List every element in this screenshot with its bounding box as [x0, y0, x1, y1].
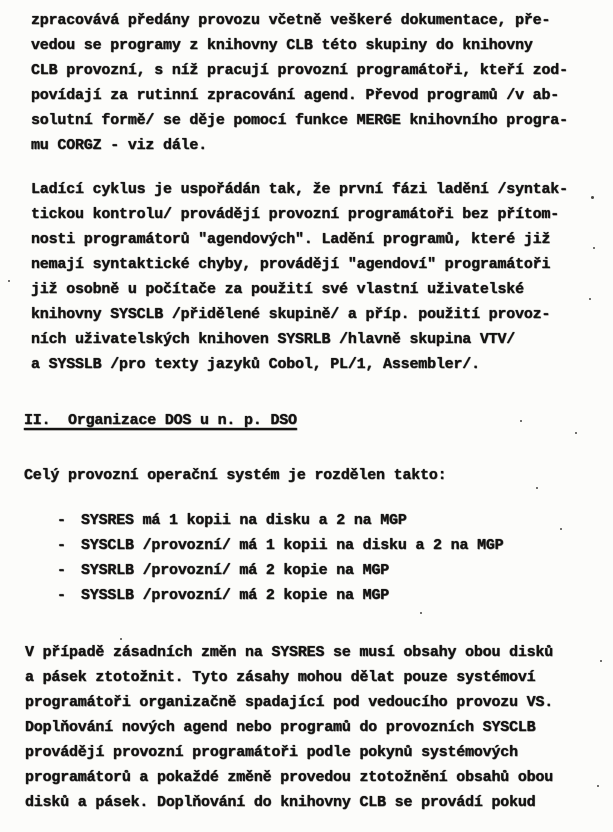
dash-bullet: -: [57, 587, 66, 604]
text-line: povídají za rutinní zpracování agend. Převod programů /v ab-: [31, 87, 560, 104]
paragraph-transfer: [31, 8, 568, 158]
scan-speck: [536, 487, 538, 489]
scan-speck: [520, 420, 522, 422]
text-line: tickou kontrolu/ provádějí provozní programátoři bez přítom-: [31, 206, 560, 223]
intro-line: [24, 463, 446, 488]
list-item-text: SYSRES má 1 kopii na disku a 2 na MGP: [81, 512, 407, 529]
scan-speck: [593, 247, 595, 249]
text-line: knihovny SYSCLB /přidělené skupině/ a příp. použití provoz-: [31, 306, 551, 323]
text-line: Doplňování nových agend nebo programů do provozních SYSCLB: [25, 719, 536, 736]
list-item-text: SYSRLB /provozní/ má 2 kopie na MGP: [81, 562, 390, 579]
list-item: [57, 558, 503, 583]
text-line: solutní formě/ se děje pomocí funkce MERGE knihovního progra-: [31, 112, 568, 129]
system-list: [57, 508, 503, 608]
text-line: disků a pásek. Doplňování do knihovny CLB se provádí pokud: [25, 794, 536, 811]
text-line: programátorů a pokaždé změně provedou ztotožnění obsahů obou: [25, 769, 554, 786]
scan-speck: [560, 528, 562, 530]
paragraph-maintenance: [25, 640, 553, 815]
scan-speck: [597, 785, 599, 787]
list-item: [57, 583, 503, 608]
scan-speck: [120, 638, 122, 640]
list-item-text: SYSCLB /provozní/ má 1 kopii na disku a 2 na MGP: [81, 537, 504, 554]
scan-speck: [591, 196, 594, 199]
paragraph-debugging: [31, 177, 568, 377]
text-line: a SYSSLB /pro texty jazyků Cobol, PL/1, Assembler/.: [31, 356, 480, 373]
scan-speck: [575, 432, 577, 434]
section-heading-text: II. Organizace DOS u n. p. DSO: [24, 412, 297, 429]
list-item-text: SYSSLB /provozní/ má 2 kopie na MGP: [81, 587, 390, 604]
text-line: nosti programátorů "agendových". Ladění programů, které již: [31, 231, 551, 248]
text-line: programátoři organizačně spadající pod vedoucího provozu VS.: [25, 694, 554, 711]
text-line: Ladící cyklus je uspořádán tak, že první fázi ladění /syntak-: [31, 181, 568, 198]
text-line: nemají syntaktické chyby, provádějí "agendoví" programátoři: [31, 256, 551, 273]
section-heading: [24, 408, 297, 433]
dash-bullet: -: [57, 512, 66, 529]
text-line: Celý provozní operační systém je rozdělen takto:: [24, 467, 447, 484]
list-item: [57, 508, 503, 533]
scan-speck: [589, 298, 591, 300]
text-line: provádějí provozní programátoři podle pokynů systémových: [25, 744, 518, 761]
text-line: CLB provozní, s níž pracují provozní programátoři, kteří zod-: [31, 62, 568, 79]
scan-speck: [8, 280, 10, 282]
dash-bullet: -: [57, 562, 66, 579]
text-line: vedou se programy z knihovny CLB této skupiny do knihovny: [31, 37, 533, 54]
text-line: ních uživatelských knihoven SYSRLB /hlavně skupina VTV/: [31, 331, 516, 348]
dash-bullet: -: [57, 537, 66, 554]
text-line: mu CORGZ - viz dále.: [31, 137, 208, 154]
list-item: [57, 533, 503, 558]
text-line: a pásek ztotožnit. Tyto zásahy mohou dělat pouze systémoví: [25, 669, 536, 686]
text-line: zpracovává předány provozu včetně veškeré dokumentace, pře-: [31, 12, 551, 29]
scan-speck: [420, 612, 422, 614]
text-line: již osobně u počítače za použití své vlastní uživatelské: [31, 281, 524, 298]
text-line: V případě zásadních změn na SYSRES se musí obsahy obou disků: [25, 644, 554, 661]
scan-speck: [600, 660, 602, 662]
